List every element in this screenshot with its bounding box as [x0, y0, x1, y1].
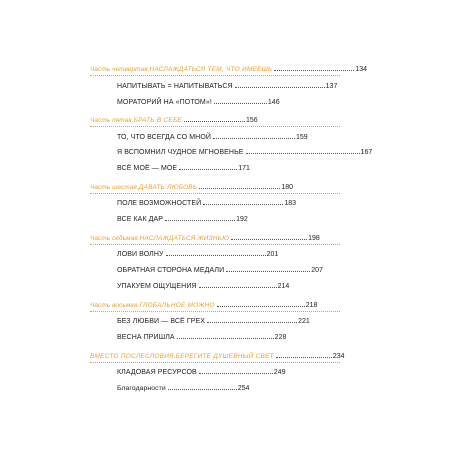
page-number: 207: [311, 267, 323, 274]
part-underline: [90, 244, 340, 245]
page-number: 180: [281, 184, 293, 191]
dot-leader: [168, 389, 237, 390]
dot-leader: [199, 373, 273, 374]
dot-leader: [207, 322, 297, 323]
part-title: ГЛОБАЛЬНОЕ МОЖНО: [139, 302, 215, 309]
toc-part-6[interactable]: [90, 179, 293, 191]
part-underline: [90, 126, 340, 127]
section-title: ВЕСНА ПРИШЛА: [117, 334, 175, 341]
dot-leader: [235, 87, 325, 88]
part-separator: .: [173, 353, 176, 360]
dot-leader: [179, 169, 237, 170]
part-title: НАСЛАЖДАТЬСЯ ЖИЗНЬЮ: [139, 235, 230, 242]
toc-part-8[interactable]: [90, 297, 317, 309]
page-number: 183: [284, 200, 296, 207]
page-number: 146: [267, 99, 280, 106]
part-underline: [90, 75, 340, 76]
dot-leader: [217, 306, 305, 307]
dot-leader: [199, 287, 277, 288]
page-number: 254: [237, 385, 250, 392]
toc-item[interactable]: [117, 278, 289, 290]
page-number: 156: [245, 117, 258, 124]
part-title: НАСЛАЖДАТЬСЯ ТЕМ, ЧТО ИМЕЕШЬ: [149, 66, 273, 73]
part-separator: .: [131, 117, 134, 124]
toc-item[interactable]: [117, 246, 278, 258]
section-title: МОРАТОРИЙ НА «ПОТОМ»!: [117, 99, 212, 106]
dot-leader: [231, 239, 307, 240]
page-number: 218: [305, 302, 318, 309]
page-number: 201: [266, 251, 279, 258]
page-number: 228: [274, 334, 287, 341]
section-title: ЛОВИ ВОЛНУ: [117, 251, 164, 258]
dot-leader: [226, 271, 310, 272]
dot-leader: [203, 204, 283, 205]
part-title: БЕРЕГИТЕ ДУШЕВНЫЙ СВЕТ: [175, 353, 274, 360]
section-title: ТО, ЧТО ВСЕГДА СО МНОЙ: [117, 134, 212, 141]
page-number: 134: [355, 66, 368, 73]
part-title: БРАТЬ В СЕБЕ: [133, 117, 182, 124]
section-title: ПОЛЕ ВОЗМОЖНОСТЕЙ: [117, 200, 202, 207]
page-number: 214: [277, 283, 290, 290]
toc-afterword[interactable]: [90, 348, 345, 360]
toc-item[interactable]: [117, 160, 250, 172]
dot-leader: [214, 103, 267, 104]
part-separator: .: [147, 66, 150, 73]
toc-item[interactable]: [117, 380, 249, 392]
page-number: 171: [238, 165, 250, 172]
page-number: 198: [308, 235, 320, 242]
toc-part-7[interactable]: [90, 230, 320, 242]
part-underline: [90, 311, 340, 312]
page-number: 167: [360, 149, 373, 156]
toc-item[interactable]: [117, 329, 286, 341]
page-number: 234: [332, 353, 345, 360]
toc-item[interactable]: [117, 78, 337, 90]
section-title: Благодарности: [117, 385, 166, 392]
part-underline: [90, 362, 340, 363]
toc-item[interactable]: [117, 313, 310, 325]
section-title: Я ВСПОМНИЛ ЧУДНОЕ МГНОВЕНЬЕ: [117, 149, 244, 156]
dot-leader: [246, 153, 360, 154]
section-title: НАПИТЫВАТЬ = НАПИТЫВАТЬСЯ: [117, 83, 233, 90]
toc-item[interactable]: [117, 129, 308, 141]
part-label: ВМЕСТО ПОСЛЕСЛОВИЯ: [90, 353, 174, 360]
page-number: 249: [273, 369, 286, 376]
section-title: КЛАДОВАЯ РЕСУРСОВ: [117, 369, 197, 376]
toc-item[interactable]: [117, 364, 285, 376]
part-separator: .: [136, 184, 139, 191]
part-title: ДАВАТЬ ЛЮБОВЬ: [138, 184, 198, 191]
page-number: 221: [298, 318, 310, 325]
toc-item[interactable]: [117, 195, 296, 207]
dot-leader: [213, 138, 295, 139]
section-title: ВСЕ КАК ДАР: [117, 216, 164, 223]
dot-leader: [184, 121, 245, 122]
page-number: 192: [236, 216, 248, 223]
toc-item[interactable]: [117, 262, 323, 274]
part-label: Часть седьмая: [90, 235, 138, 242]
toc-item[interactable]: [117, 144, 372, 156]
dot-leader: [166, 255, 266, 256]
page-number: 159: [296, 134, 308, 141]
part-label: Часть восьмая: [90, 302, 138, 309]
page-number: 137: [325, 83, 338, 90]
toc-item[interactable]: [117, 94, 280, 106]
dot-leader: [276, 357, 332, 358]
part-separator: .: [137, 302, 140, 309]
section-title: ОБРАТНАЯ СТОРОНА МЕДАЛИ: [117, 267, 225, 274]
part-separator: .: [137, 235, 140, 242]
part-label: Часть шестая: [90, 184, 137, 191]
toc-part-4[interactable]: [90, 61, 367, 73]
section-title: ВСЁ МОЁ — МОЕ: [117, 165, 178, 172]
part-underline: [90, 193, 340, 194]
dot-leader: [177, 338, 274, 339]
section-title: БЕЗ ЛЮБВИ — ВСЁ ГРЕХ: [117, 318, 206, 325]
toc-part-5[interactable]: [90, 112, 258, 124]
toc-item[interactable]: [117, 211, 248, 223]
part-label: Часть четвертая: [90, 66, 148, 73]
dot-leader: [165, 220, 235, 221]
dot-leader: [199, 188, 280, 189]
section-title: УПАКУЕМ ОЩУЩЕНИЯ: [117, 283, 197, 290]
dot-leader: [274, 70, 354, 71]
part-label: Часть пятая: [90, 117, 132, 124]
